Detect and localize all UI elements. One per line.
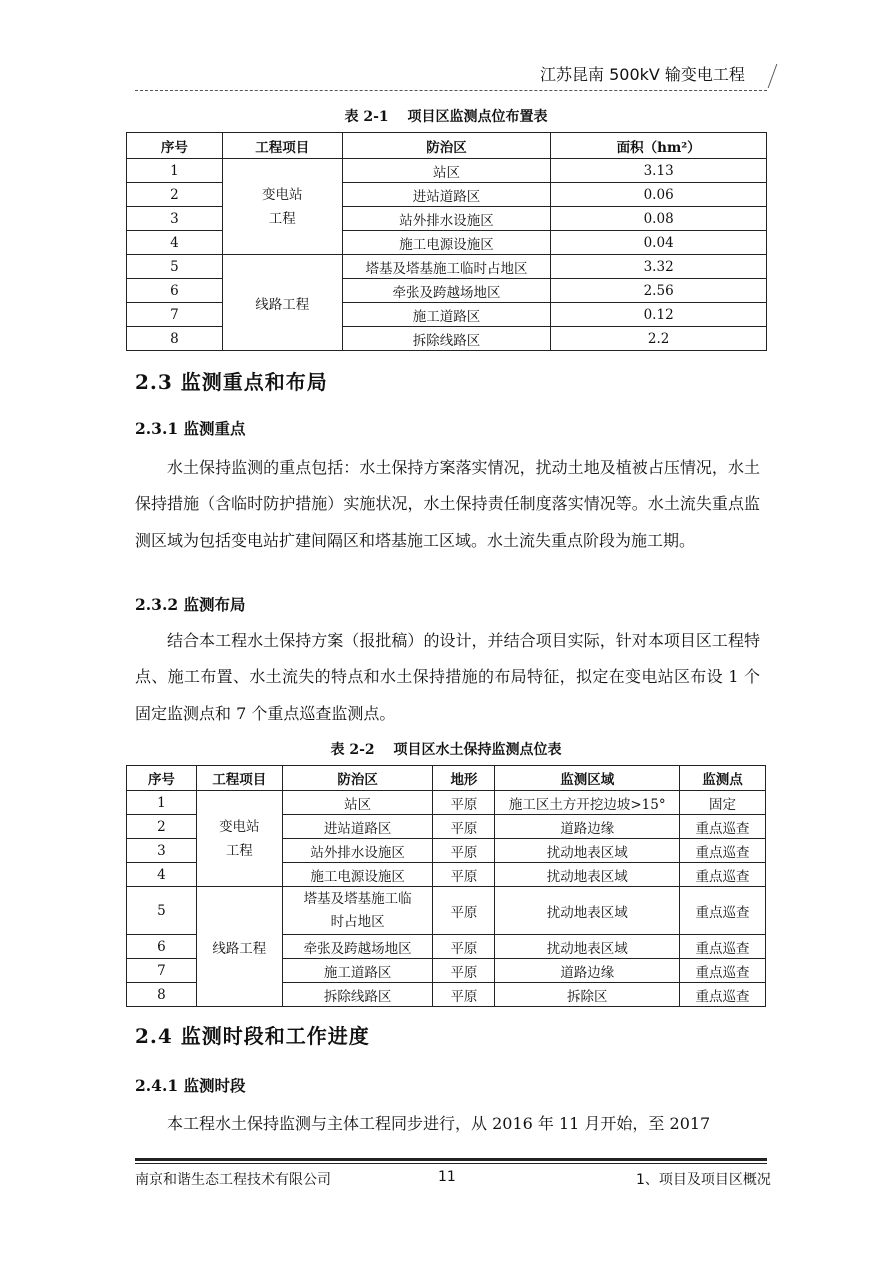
t2-cell-region: 道路边缘 <box>495 815 680 839</box>
t2-cell-terrain: 平原 <box>433 959 495 983</box>
t1-header-zone: 防治区 <box>342 133 551 159</box>
t2-cell-zone: 站区 <box>282 791 433 815</box>
t2-cell-region: 扰动地表区域 <box>495 935 680 959</box>
t1-cell-no: 1 <box>127 159 223 183</box>
t2-cell-zone: 施工电源设施区 <box>282 863 433 887</box>
footer-chapter: 1、项目及项目区概况 <box>636 1172 771 1188</box>
section-2-3-1-title: 2.3.1 监测重点 <box>135 419 246 438</box>
section-2-4-1-title: 2.4.1 监测时段 <box>135 1076 246 1095</box>
t2-cell-terrain: 平原 <box>433 839 495 863</box>
t2-header-no: 序号 <box>127 766 197 791</box>
t1-cell-zone: 站区 <box>342 159 551 183</box>
t2-cell-point: 重点巡查 <box>680 815 766 839</box>
t2-cell-region: 施工区土方开挖边坡>15° <box>495 791 680 815</box>
t1-cell-zone: 站外排水设施区 <box>342 207 551 231</box>
t2-cell-point: 重点巡查 <box>680 959 766 983</box>
footer-rule-thick <box>135 1158 767 1161</box>
t2-cell-no: 7 <box>127 959 197 983</box>
t2-cell-point: 重点巡查 <box>680 863 766 887</box>
t1-header-no: 序号 <box>127 133 223 159</box>
t1-cell-area: 0.04 <box>551 231 767 255</box>
header-mark <box>754 64 778 88</box>
footer-rule-thin <box>135 1163 767 1164</box>
t2-cell-region: 扰动地表区域 <box>495 863 680 887</box>
t1-cell-area: 2.2 <box>551 327 767 351</box>
t2-cell-point: 重点巡查 <box>680 887 766 935</box>
t2-cell-zone: 进站道路区 <box>282 815 433 839</box>
t1-cell-no: 7 <box>127 303 223 327</box>
t1-cell-zone: 进站道路区 <box>342 183 551 207</box>
t2-cell-region: 扰动地表区域 <box>495 887 680 935</box>
t2-cell-no: 2 <box>127 815 197 839</box>
t2-header-zone: 防治区 <box>282 766 433 791</box>
t1-cell-no: 2 <box>127 183 223 207</box>
t1-cell-no: 8 <box>127 327 223 351</box>
footer-page-number: 11 <box>438 1169 456 1185</box>
section-2-4-1-paragraph: 本工程水土保持监测与主体工程同步进行，从 2016 年 11 月开始，至 2017 <box>167 1114 711 1133</box>
t2-cell-point: 固定 <box>680 791 766 815</box>
t2-cell-no: 4 <box>127 863 197 887</box>
t2-cell-point: 重点巡查 <box>680 935 766 959</box>
section-2-3-2-title: 2.3.2 监测布局 <box>135 595 246 614</box>
t1-cell-zone: 塔基及塔基施工临时占地区 <box>342 255 551 279</box>
t1-cell-no: 5 <box>127 255 223 279</box>
t1-cell-area: 0.06 <box>551 183 767 207</box>
t2-group-line: 线路工程 <box>196 887 282 1007</box>
t1-cell-area: 3.32 <box>551 255 767 279</box>
table2-caption: 表 2-2 项目区水土保持监测点位表 <box>330 742 562 758</box>
t1-cell-no: 6 <box>127 279 223 303</box>
t1-cell-area: 2.56 <box>551 279 767 303</box>
table1 <box>126 132 767 351</box>
table1-caption: 表 2-1 项目区监测点位布置表 <box>344 109 548 125</box>
t1-cell-zone: 施工电源设施区 <box>342 231 551 255</box>
t1-cell-area: 0.12 <box>551 303 767 327</box>
section-2-3-1-paragraph: 水土保持监测的重点包括：水土保持方案落实情况，扰动土地及植被占压情况，水土保持措施（含临时防护措施）实施状况，水土保持责任制度落实情况等。水土流失重点监测区域为包括变电站扩建间隔区和塔基施工区域。水土流失重点阶段为施工期。 <box>135 458 760 550</box>
t2-cell-no: 1 <box>127 791 197 815</box>
t2-cell-point: 重点巡查 <box>680 983 766 1007</box>
footer-company: 南京和谐生态工程技术有限公司 <box>135 1172 331 1188</box>
section-2-3-title: 2.3 监测重点和布局 <box>135 370 328 394</box>
t2-cell-zone: 施工道路区 <box>282 959 433 983</box>
t2-cell-terrain: 平原 <box>433 791 495 815</box>
t1-header-area: 面积（hm²） <box>551 133 767 159</box>
t1-cell-area: 0.08 <box>551 207 767 231</box>
header-title: 江苏昆南 500kV 输变电工程 <box>540 65 745 84</box>
t2-cell-region: 扰动地表区域 <box>495 839 680 863</box>
t1-group-substation: 变电站 工程 <box>222 159 342 255</box>
t1-cell-no: 4 <box>127 231 223 255</box>
t2-cell-region: 道路边缘 <box>495 959 680 983</box>
t2-cell-zone: 站外排水设施区 <box>282 839 433 863</box>
t2-header-terrain: 地形 <box>433 766 495 791</box>
t1-header-project: 工程项目 <box>222 133 342 159</box>
t2-cell-point: 重点巡查 <box>680 839 766 863</box>
t2-cell-zone: 塔基及塔基施工临 时占地区 <box>282 887 433 935</box>
t2-cell-terrain: 平原 <box>433 863 495 887</box>
t2-cell-no: 6 <box>127 935 197 959</box>
t2-header-project: 工程项目 <box>196 766 282 791</box>
t2-cell-no: 8 <box>127 983 197 1007</box>
t2-cell-terrain: 平原 <box>433 887 495 935</box>
t2-group-substation: 变电站 工程 <box>196 791 282 887</box>
t2-cell-region: 拆除区 <box>495 983 680 1007</box>
t2-header-region: 监测区域 <box>495 766 680 791</box>
section-2-4-title: 2.4 监测时段和工作进度 <box>135 1024 370 1048</box>
t2-cell-zone: 牵张及跨越场地区 <box>282 935 433 959</box>
t2-cell-no: 3 <box>127 839 197 863</box>
t2-cell-terrain: 平原 <box>433 815 495 839</box>
t1-cell-no: 3 <box>127 207 223 231</box>
t1-cell-area: 3.13 <box>551 159 767 183</box>
section-2-3-2-paragraph: 结合本工程水土保持方案（报批稿）的设计，并结合项目实际，针对本项目区工程特点、施工布置、水土流失的特点和水土保持措施的布局特征，拟定在变电站区布设 1 个固定监测点和 7 个重点巡查监测点。 <box>135 631 760 723</box>
t1-cell-zone: 施工道路区 <box>342 303 551 327</box>
t1-group-line: 线路工程 <box>222 255 342 351</box>
t2-cell-terrain: 平原 <box>433 935 495 959</box>
t1-cell-zone: 牵张及跨越场地区 <box>342 279 551 303</box>
t2-cell-zone: 拆除线路区 <box>282 983 433 1007</box>
table2 <box>126 765 766 1007</box>
t2-header-point: 监测点 <box>680 766 766 791</box>
header-rule <box>135 90 767 91</box>
t2-cell-terrain: 平原 <box>433 983 495 1007</box>
t1-cell-zone: 拆除线路区 <box>342 327 551 351</box>
t2-cell-no: 5 <box>127 887 197 935</box>
